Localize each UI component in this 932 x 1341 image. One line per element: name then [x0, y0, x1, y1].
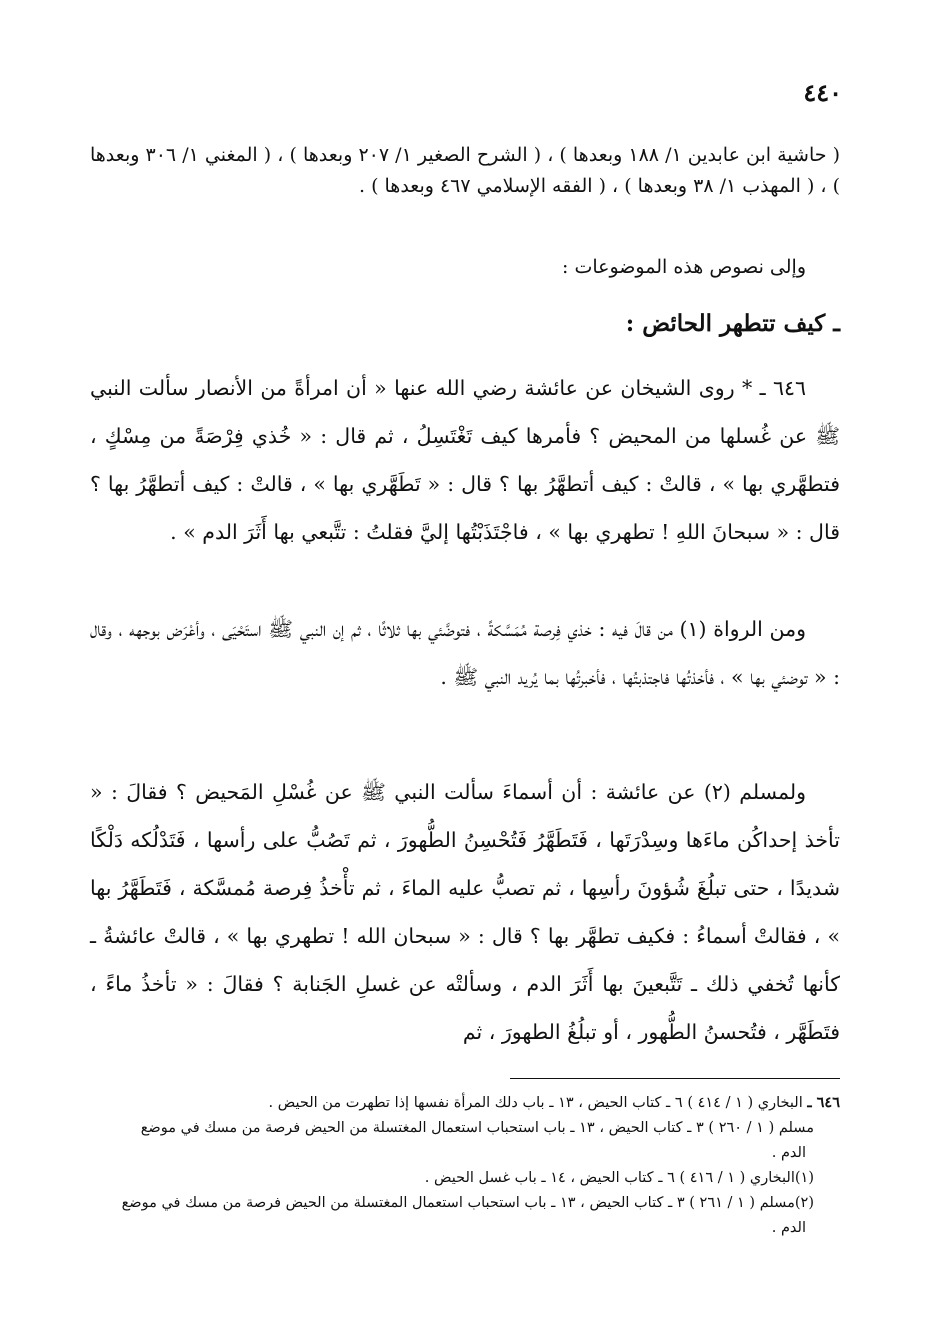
narration-2-paragraph: [90, 768, 840, 1056]
footnote-2-text-1: مسلم ( ١ / ٢٦١ ) ٣ ـ كتاب الحيض ، ١٣ ـ باب استحباب استعمال المغتسلة من الحيض فرصة من مسك في موضع: [121, 1195, 795, 1211]
footnotes: [90, 1090, 840, 1241]
footnote-2-label: (٢): [794, 1195, 814, 1211]
footnote-divider: [510, 1078, 840, 1079]
footnote-646-line-3: الدم .: [771, 1145, 806, 1161]
footnote-1-line: [90, 1166, 840, 1191]
footnote-646-line-2: مسلم ( ١ / ٢٦٠ ) ٣ ـ كتاب الحيض ، ١٣ ـ باب استحباب استعمال المغتسلة من الحيض فرصة من مسك في موضع: [140, 1120, 814, 1136]
footnote-646-line-1: [90, 1090, 840, 1116]
narration-1-text: ومن الرواة (١) من قالَ فيه : خذي فِرصة مُمَسَّكةً ، فتوضَّئي بها ثلاثًا ، ثم إن النبي ﷺ استَحْيَى ، وأعْرَض بوجهه ، وقال : « توضئي بها » ، فأخذتُها فاجتذبتُها ، فأخبرتُها بما يُريد النبي ﷺ .: [90, 617, 840, 689]
page-number: ٤٤٠: [803, 78, 842, 107]
intro-line-text: وإلى نصوص هذه الموضوعات :: [562, 256, 806, 278]
footnote-1-text: البخاري ( ١ / ٤١٦ ) ٦ ـ كتاب الحيض ، ١٤ ـ باب غسل الحيض .: [424, 1170, 795, 1186]
footnote-1-label: (١): [794, 1170, 814, 1186]
references-paragraph: ( حاشية ابن عابدين ١/ ١٨٨ وبعدها ) ، ( الشرح الصغير ١/ ٢٠٧ وبعدها ) ، ( المغني ١/ ٣٠٦ وبعدها ) ، ( المهذب ١/ ٣٨ وبعدها ) ، ( الفقه الإسلامي ٤٦٧ وبعدها ) .: [90, 144, 840, 197]
narration-1-paragraph: [90, 605, 840, 701]
hadith-646-paragraph: [90, 364, 840, 556]
section-heading: ـ كيف تتطهر الحائض :: [625, 310, 840, 337]
footnote-2-line-1: [90, 1191, 840, 1216]
footnote-646-label: ٦٤٦ ـ: [807, 1094, 840, 1111]
footnote-2-line-2: الدم .: [771, 1220, 806, 1236]
footnote-646-text-1: البخاري ( ١ / ٤١٤ ) ٦ ـ كتاب الحيض ، ١٣ ـ باب دلك المرأة نفسها إذا تطهرت من الحيض .: [268, 1095, 803, 1111]
hadith-646-text: ٦٤٦ ـ * روى الشيخان عن عائشة رضي الله عنها « أن امرأةً من الأنصار سألت النبي ﷺ عن غُسلها من المحيض ؟ فأمرها كيف تَغْتَسِلُ ، ثم قال : « خُذي فِرْصَةً من مِسْكٍ ، فتطهَّري بها » ، قالتْ : كيف أتطهَّرُ بها ؟ قال : « تَطَهَّري بها » ، قالتْ : كيف أتطهَّرُ بها ؟ قال : « سبحانَ اللهِ ! تطهري بها » ، فاجْتَذَبْتُها إليَّ فقلتُ : تتَّبعي بها أَثَرَ الدم » .: [90, 376, 840, 544]
intro-line: [90, 252, 840, 283]
narration-2-text: ولمسلم (٢) عن عائشة : أن أسماءَ سألت النبي ﷺ عن غُسْلِ المَحيض ؟ فقالَ : « تأخذ إحداكُن ماءَها وسِدْرَتَها ، فَتَطَهَّرُ فَتُحْسِنُ الطُّهورَ ، ثم تَصُبُّ على رأسها ، فَتَدْلُكه دَلْكًا شديدًا ، حتى تبلُغَ شُؤونَ رأسِها ، ثم تصبُّ عليه الماءَ ، ثم تأْخذُ فِرصة مُمسَّكة ، فَتَطَهَّرُ بها » ، فقالتْ أسماءُ : فكيف تطهَّر بها ؟ قال : « سبحان الله ! تطهري بها » ، قالتْ عائشةُ ـ كأنها تُخفي ذلك ـ تَتَّبعينَ بها أَثَرَ الدم ، وسألتْه عن غسلِ الجَنابة ؟ فقالَ : « تأخذُ ماءً ، فتَطَهَّر ، فتُحسنُ الطُّهور ، أو تبلُغُ الطهورَ ، ثم: [90, 780, 840, 1044]
